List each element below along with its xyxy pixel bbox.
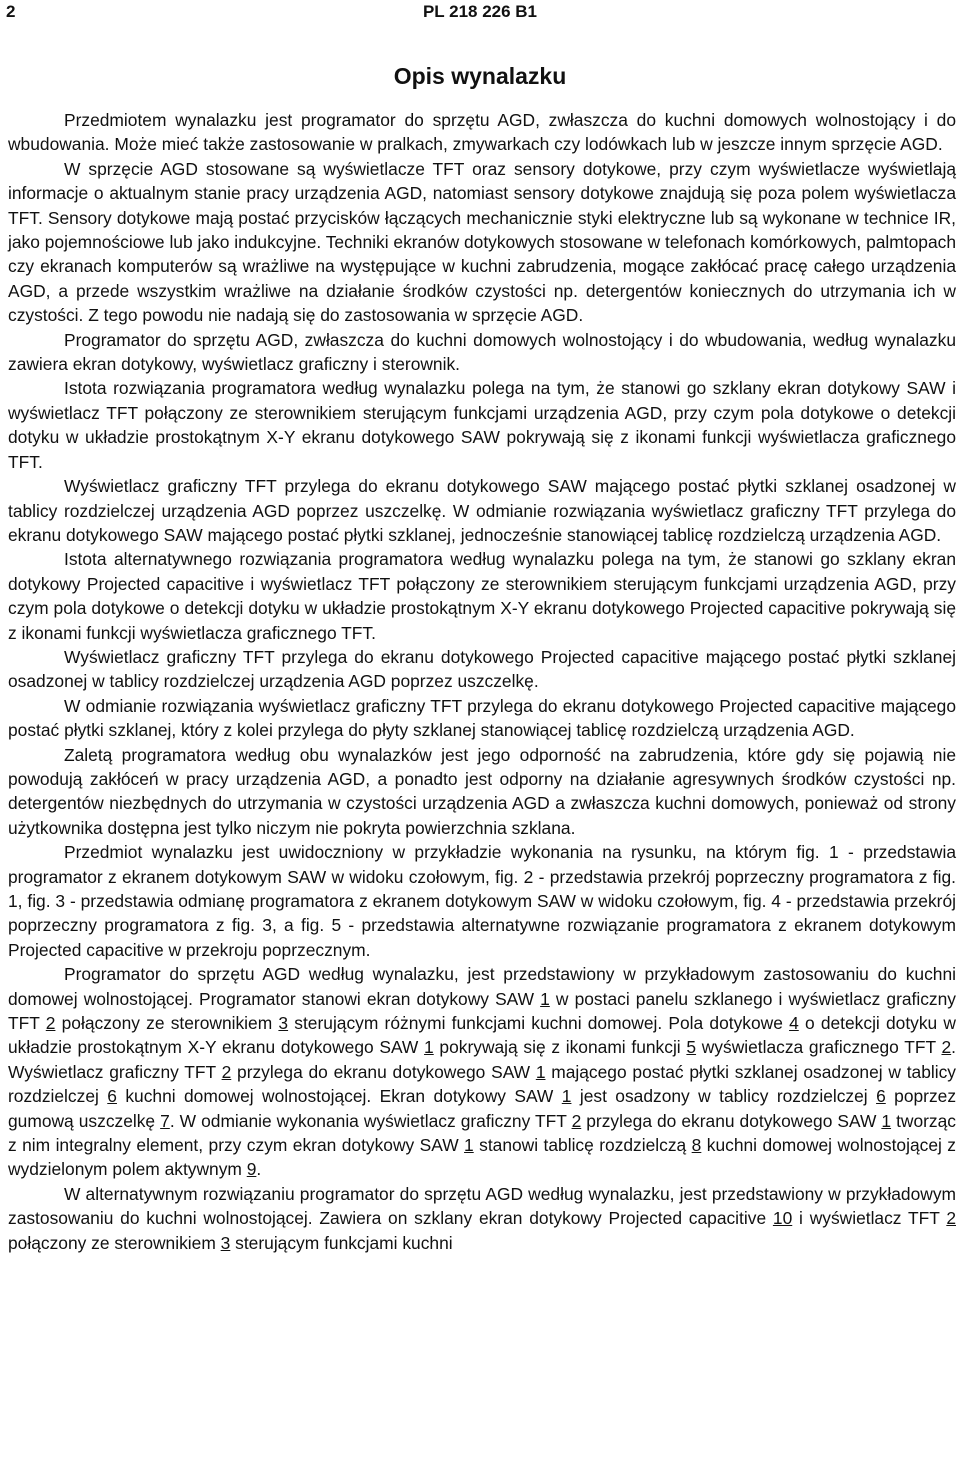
paragraph-text: Istota alternatywnego rozwiązania programatora według wynalazku polega na tym, że stanowi go szklany ekran dotykowy Projected capacitive i wyświetlacz TFT połączony ze sterownikiem sterującym funkcjami urządzenia AGD, przy czym pola dotykowe o detekcji dotyku w układzie prostokątnym X-Y ekranu dotykowego Projected capacitive pokrywają się z ikonami funkcji wyświetlacza graficznego TFT. — [8, 549, 956, 643]
paragraph-text: . W odmianie wykonania wyświetlacz graficzny TFT — [169, 1110, 572, 1131]
paragraph-text: W alternatywnym rozwiązaniu programator do sprzętu AGD według wynalazku, jest przedstawiony w przykładowym zastosowaniu do kuchni wolnostojącej. Zawiera on szklany ekran dotykowy Projected capacitive — [8, 1183, 956, 1229]
paragraph — [8, 840, 956, 962]
document-body — [8, 108, 956, 1255]
paragraph-text: przylega do ekranu dotykowego SAW — [581, 1110, 882, 1131]
reference-numeral: 2 — [571, 1110, 582, 1131]
paragraph-text: poprzez gumową uszczelkę — [8, 1086, 957, 1131]
paragraph-text: połączony ze sterownikiem — [8, 1232, 221, 1253]
reference-numeral: 2 — [45, 1013, 56, 1034]
reference-numeral: 7 — [160, 1110, 170, 1131]
reference-numeral: 2 — [941, 1037, 952, 1058]
paragraph — [8, 1182, 956, 1255]
paragraph — [8, 962, 956, 1182]
paragraph-text: i wyświetlacz TFT — [792, 1208, 947, 1229]
reference-numeral: 1 — [535, 1061, 546, 1082]
paragraph-text: sterującym różnymi funkcjami kuchni domowej. Pola dotykowe — [288, 1013, 790, 1034]
reference-numeral: 5 — [686, 1037, 697, 1058]
paragraph-text: sterującym funkcjami kuchni — [230, 1232, 453, 1253]
paragraph — [8, 376, 956, 474]
paragraph-text: w postaci panelu szklanego i wyświetlacz graficzny TFT — [8, 988, 956, 1034]
reference-numeral: 2 — [221, 1061, 232, 1082]
page-header — [0, 0, 960, 30]
paragraph-text: wyświetlacza graficznego TFT — [696, 1037, 942, 1058]
reference-numeral: 3 — [278, 1013, 289, 1034]
reference-numeral: 10 — [772, 1208, 793, 1229]
paragraph-text: pokrywają się z ikonami funkcji — [433, 1037, 687, 1058]
paragraph-text: Wyświetlacz graficzny TFT przylega do ekranu dotykowego Projected capacitive mającego postać płytki szklanej osadzonej w tablicy rozdzielczej urządzenia AGD poprzez uszczelkę. — [8, 646, 956, 692]
paragraph-text: stanowi tablicę rozdzielczą — [473, 1135, 692, 1156]
reference-numeral: 8 — [691, 1135, 702, 1156]
paragraph-text: połączony ze sterownikiem — [55, 1013, 279, 1034]
paragraph-text: jest osadzony w tablicy rozdzielczej — [571, 1086, 877, 1107]
reference-numeral: 6 — [876, 1086, 886, 1107]
page-number: 2 — [6, 2, 16, 21]
paragraph-text: Programator do sprzętu AGD, zwłaszcza do kuchni domowych wolnostojący i do wbudowania, według wynalazku zawiera ekran dotykowy, wyświetlacz graficzny i sterownik. — [8, 329, 956, 375]
paragraph — [8, 474, 956, 547]
paragraph-text: Przedmiot wynalazku jest uwidoczniony w przykładzie wykonania na rysunku, na którym fig. 1 - przedstawia programator z ekranem dotykowym SAW w widoku czołowym, fig. 2 - przedstawia przekrój poprzeczny programatora z fig. 1, fig. 3 - przedstawia odmianę programatora z ekranem dotykowym SAW w widoku czołowym, fig. 4 - przedstawia przekrój poprzeczny programatora z fig. 3, a fig. 5 - przedstawia alternatywne rozwiązanie programatora z ekranem dotykowym Projected capacitive w przekroju poprzecznym. — [8, 842, 956, 960]
paragraph-text: przylega do ekranu dotykowego SAW — [231, 1061, 536, 1082]
paragraph-text: Istota rozwiązania programatora według wynalazku polega na tym, że stanowi go szklany ekran dotykowy SAW i wyświetlacz TFT połączony ze sterownikiem sterującym funkcjami urządzenia AGD, przy czym pola dotykowe o detekcji dotyku w układzie prostokątnym X-Y ekranu dotykowego SAW pokrywają się z ikonami funkcji wyświetlacza graficznego TFT. — [8, 378, 956, 472]
paragraph-text: tworząc z nim integralny element, przy czym ekran dotykowy SAW — [8, 1110, 956, 1156]
patent-number: PL 218 226 B1 — [422, 2, 538, 21]
paragraph — [8, 157, 956, 328]
paragraph — [8, 547, 956, 645]
reference-numeral: 1 — [464, 1135, 474, 1156]
paragraph-text: Zaletą programatora według obu wynalazków jest jego odporność na zabrudzenia, które gdy się pojawią nie powodują zakłóceń w pracy urządzenia AGD, a ponadto jest odporny na działanie agresywnych środków czystości np. detergentów niezbędnych do utrzymania w czystości urządzenia AGD a zwłaszcza kuchni domowych, ponieważ od strony użytkownika dostępna jest tylko niczym nie pokryta powierzchnia szklana. — [8, 744, 956, 838]
paragraph-text: . — [256, 1159, 262, 1180]
paragraph — [8, 328, 956, 377]
paragraph-text: W odmianie rozwiązania wyświetlacz graficzny TFT przylega do ekranu dotykowego Projected capacitive mającego postać płytki szklanej, który z kolei przylega do płyty szklanej stanowiącej tablicę rozdzielczą urządzenia AGD. — [8, 695, 956, 741]
reference-numeral: 1 — [424, 1037, 434, 1058]
reference-numeral: 4 — [789, 1013, 799, 1034]
paragraph-text: Programator do sprzętu AGD według wynalazku, jest przedstawiony w przykładowym zastosowaniu do kuchni domowej wolnostojącej. Programator stanowi ekran dotykowy SAW — [8, 964, 956, 1009]
reference-numeral: 9 — [246, 1159, 257, 1180]
reference-numeral: 1 — [561, 1086, 572, 1107]
paragraph-text: . Wyświetlacz graficzny TFT — [8, 1037, 956, 1082]
reference-numeral: 1 — [881, 1110, 892, 1131]
paragraph — [8, 108, 956, 157]
paragraph-text: W sprzęcie AGD stosowane są wyświetlacze TFT oraz sensory dotykowe, przy czym wyświetlacze wyświetlają informacje o aktualnym stanie pracy urządzenia AGD, natomiast sensory dotykowe znajdują się poza polem wyświetlacza TFT. Sensory dotykowe mają postać przycisków łączących mechanicznie styki elektryczne lub są wykonane w technice IR, jako pojemnościowe lub jako indukcyjne. Techniki ekranów dotykowych stosowane w telefonach komórkowych, palmtopach czy ekranach komputerów są wrażliwe na występujące w kuchni zabrudzenia, mogące zakłócać pracę całego urządzenia AGD, a przede wszystkim wrażliwe na działanie środków czystości np. detergentów koniecznych do utrzymania ich w czystości. Z tego powodu nie nadają się do zastosowania w sprzęcie AGD. — [8, 158, 956, 326]
paragraph-text: Przedmiotem wynalazku jest programator do sprzętu AGD, zwłaszcza do kuchni domowych wolnostojący i do wbudowania. Może mieć także zastosowanie w pralkach, zmywarkach czy lodówkach lub w jeszcze innym sprzęcie AGD. — [8, 110, 956, 155]
section-title: Opis wynalazku — [393, 63, 567, 89]
paragraph-text: kuchni domowej wolnostojącej. Ekran dotykowy SAW — [116, 1086, 562, 1107]
paragraph-text: kuchni domowej wolnostojącej z wydzielonym polem aktywnym — [8, 1135, 956, 1180]
reference-numeral: 2 — [946, 1208, 956, 1229]
paragraph-text: o detekcji dotyku w układzie prostokątnym X-Y ekranu dotykowego SAW — [8, 1013, 956, 1058]
paragraph — [8, 694, 956, 743]
paragraph — [8, 743, 956, 841]
paragraph-text: Wyświetlacz graficzny TFT przylega do ekranu dotykowego SAW mającego postać płytki szklanej osadzonej w tablicy rozdzielczej urządzenia AGD poprzez uszczelkę. W odmianie rozwiązania wyświetlacz graficzny TFT przylega do ekranu dotykowego SAW mającego postać płytki szklanej, jednocześnie stanowiącej tablicę rozdzielczą urządzenia AGD. — [8, 476, 956, 545]
reference-numeral: 6 — [107, 1086, 117, 1107]
paragraph-text: mającego postać płytki szklanej osadzonej w tablicy rozdzielczej — [8, 1061, 956, 1107]
paragraph — [8, 645, 956, 694]
reference-numeral: 1 — [540, 988, 550, 1009]
reference-numeral: 3 — [220, 1232, 231, 1253]
